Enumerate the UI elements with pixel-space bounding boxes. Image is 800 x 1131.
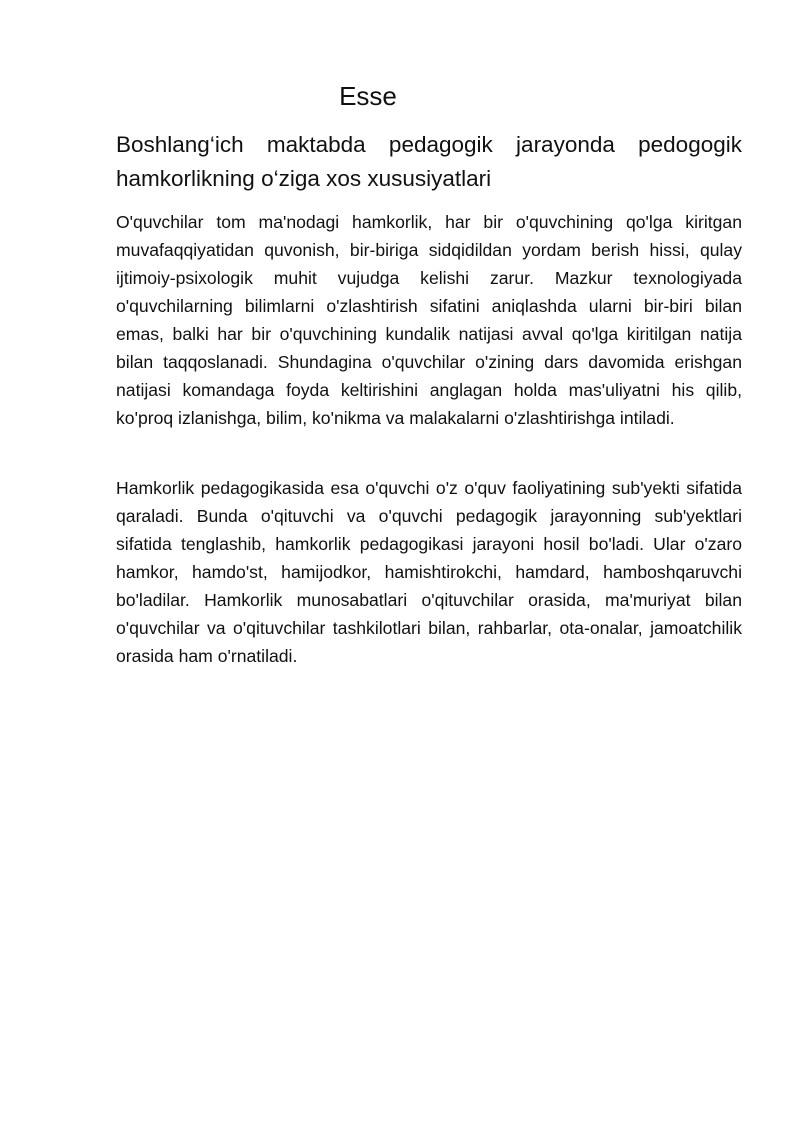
paragraph-1: O'quvchilar tom ma'nodagi hamkorlik, har bir o'quvchining qo'lga kiritgan muvafaqqiyatidan quvonish, bir-biriga sidqidildan yordam berish hissi, qulay ijtimoiy-psixologik muhit vujudga kelishi zarur. Mazkur texnologiyada o'quvchilarning bilimlarni o'zlashtirish sifatini aniqlashda ularni bir-biri bilan emas, balki har bir o'quvchining kundalik natijasi avval qo'lga kiritilgan natija bilan taqqoslanadi. Shundagina o'quvchilar o'zining dars davomida erishgan natijasi komandaga foyda keltirishini anglagan holda mas'uliyatni his qilib, ko'proq izlanishga, bilim, ko'nikma va malakalarni o'zlashtirishga intiladi. <box>116 212 742 428</box>
essay-label: Esse <box>339 81 397 111</box>
paragraph-2: Hamkorlik pedagogikasida esa o'quvchi o'z o'quv faoliyatining sub'yekti sifatida qaraladi. Bunda o'qituvchi va o'quvchi pedagogik jarayonning sub'yektlari sifatida tenglashib, hamkorlik pedagogikasi jarayoni hosil bo'ladi. Ular o'zaro hamkor, hamdo'st, hamijodkor, hamishtirokchi, hamdard, hamboshqaruvchi bo'ladilar. Hamkorlik munosabatlari o'qituvchilar orasida, ma'muriyat bilan o'quvchilar va o'qituvchilar tashkilotlari bilan, rahbarlar, ota-onalar, jamoatchilik orasida ham o'rnatiladi. <box>116 478 742 666</box>
essay-title: Boshlang‘ich maktabda pedagogik jarayonda pedogogik hamkorlikning o‘ziga xos xususiyatlari <box>116 132 742 191</box>
